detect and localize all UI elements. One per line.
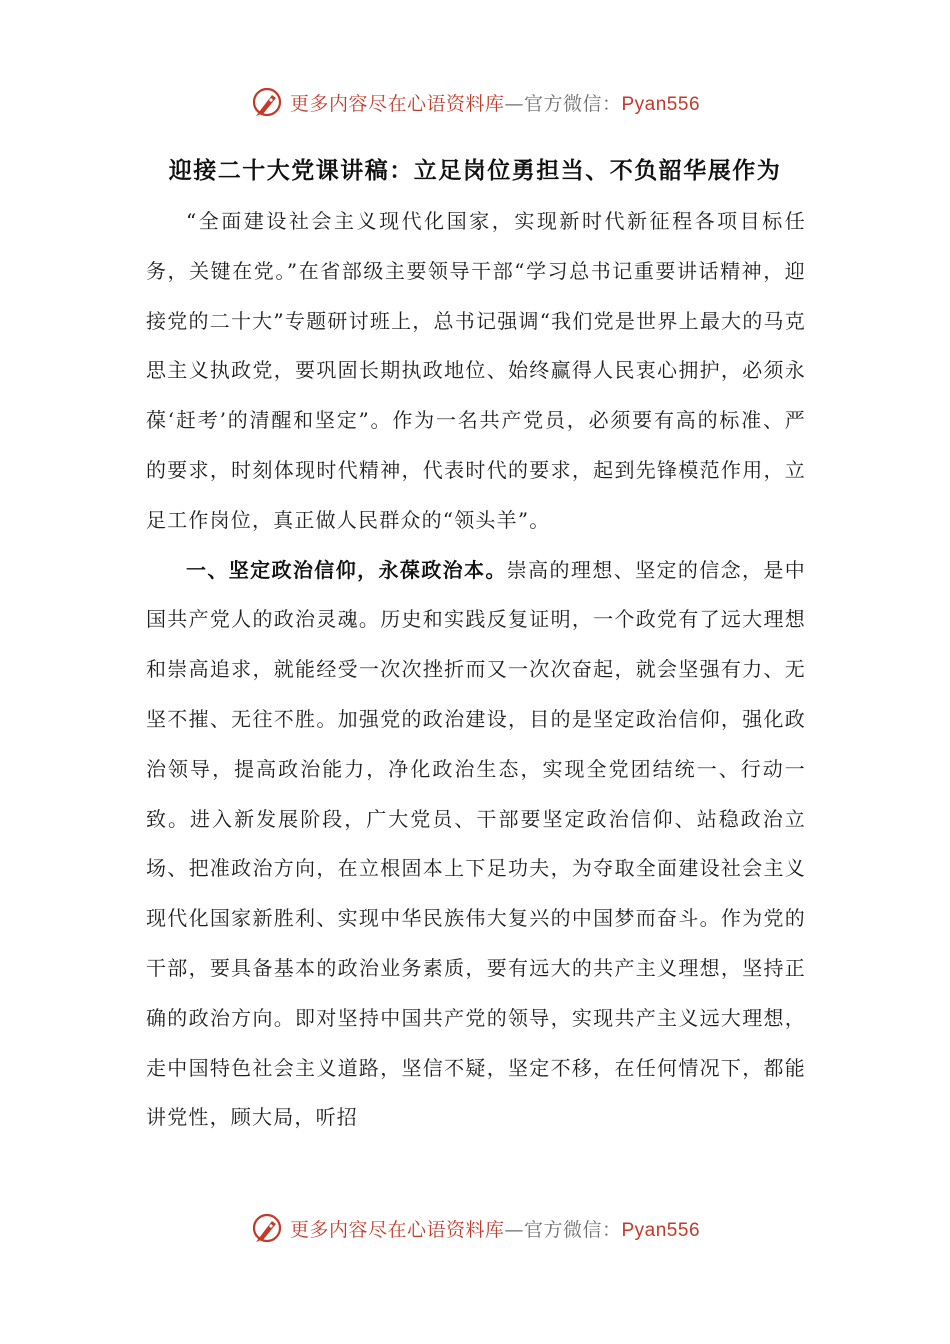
paragraph-intro (146, 197, 806, 546)
pen-nib-logo-icon (250, 85, 284, 119)
header-banner (0, 82, 950, 122)
footer-banner (0, 1208, 950, 1248)
section-heading: 一、坚定政治信仰，永葆政治本。 (186, 557, 507, 582)
pen-nib-logo-icon (250, 1211, 284, 1245)
banner-text (290, 1215, 700, 1242)
document-body (146, 197, 806, 1143)
banner-dash: — (504, 92, 524, 115)
banner-handle: Pyan556 (621, 93, 701, 115)
paragraph-intro-text: “全面建设社会主义现代化国家，实现新时代新征程各项目标任务，关键在党。”在省部级主要领导干部“学习总书记重要讲话精神，迎接党的二十大”专题研讨班上，总书记强调“我们党是世界上最大的马克思主义执政党，要巩固长期执政地位、始终赢得人民衷心拥护，必须永葆‘赶考’的清醒和坚定”。作为一名共产党员，必须要有高的标准、严的要求，时刻体现时代精神，代表时代的要求，起到先锋模范作用，立足工作岗位，真正做人民群众的“领头羊”。 (146, 209, 806, 532)
paragraph-section-one (146, 546, 806, 1144)
banner-brand: 更多内容尽在心语资料库 (289, 92, 505, 115)
paragraph-section-one-text: 崇高的理想、坚定的信念，是中国共产党人的政治灵魂。历史和实践反复证明，一个政党有了远大理想和崇高追求，就能经受一次次挫折而又一次次奋起，就会坚强有力、无坚不摧、无往不胜。加强党的政治建设，目的是坚定政治信仰，强化政治领导，提高政治能力，净化政治生态，实现全党团结统一、行动一致。进入新发展阶段，广大党员、干部要坚定政治信仰、站稳政治立场、把准政治方向，在立根固本上下足功夫，为夺取全面建设社会主义现代化国家新胜利、实现中华民族伟大复兴的中国梦而奋斗。作为党的干部，要具备基本的政治业务素质，要有远大的共产主义理想，坚持正确的政治方向。即对坚持中国共产党的领导，实现共产主义远大理想，走中国特色社会主义道路，坚信不疑，坚定不移，在任何情况下，都能讲党性，顾大局，听招 (146, 557, 806, 1130)
banner-official: 官方微信： (523, 92, 622, 115)
banner-text (290, 89, 700, 116)
document-title: 迎接二十大党课讲稿：立足岗位勇担当、不负韶华展作为 (168, 158, 782, 184)
banner-brand: 更多内容尽在心语资料库 (289, 1218, 505, 1241)
banner-dash: — (504, 1218, 524, 1241)
banner-official: 官方微信： (523, 1218, 622, 1241)
banner-handle: Pyan556 (621, 1219, 701, 1241)
